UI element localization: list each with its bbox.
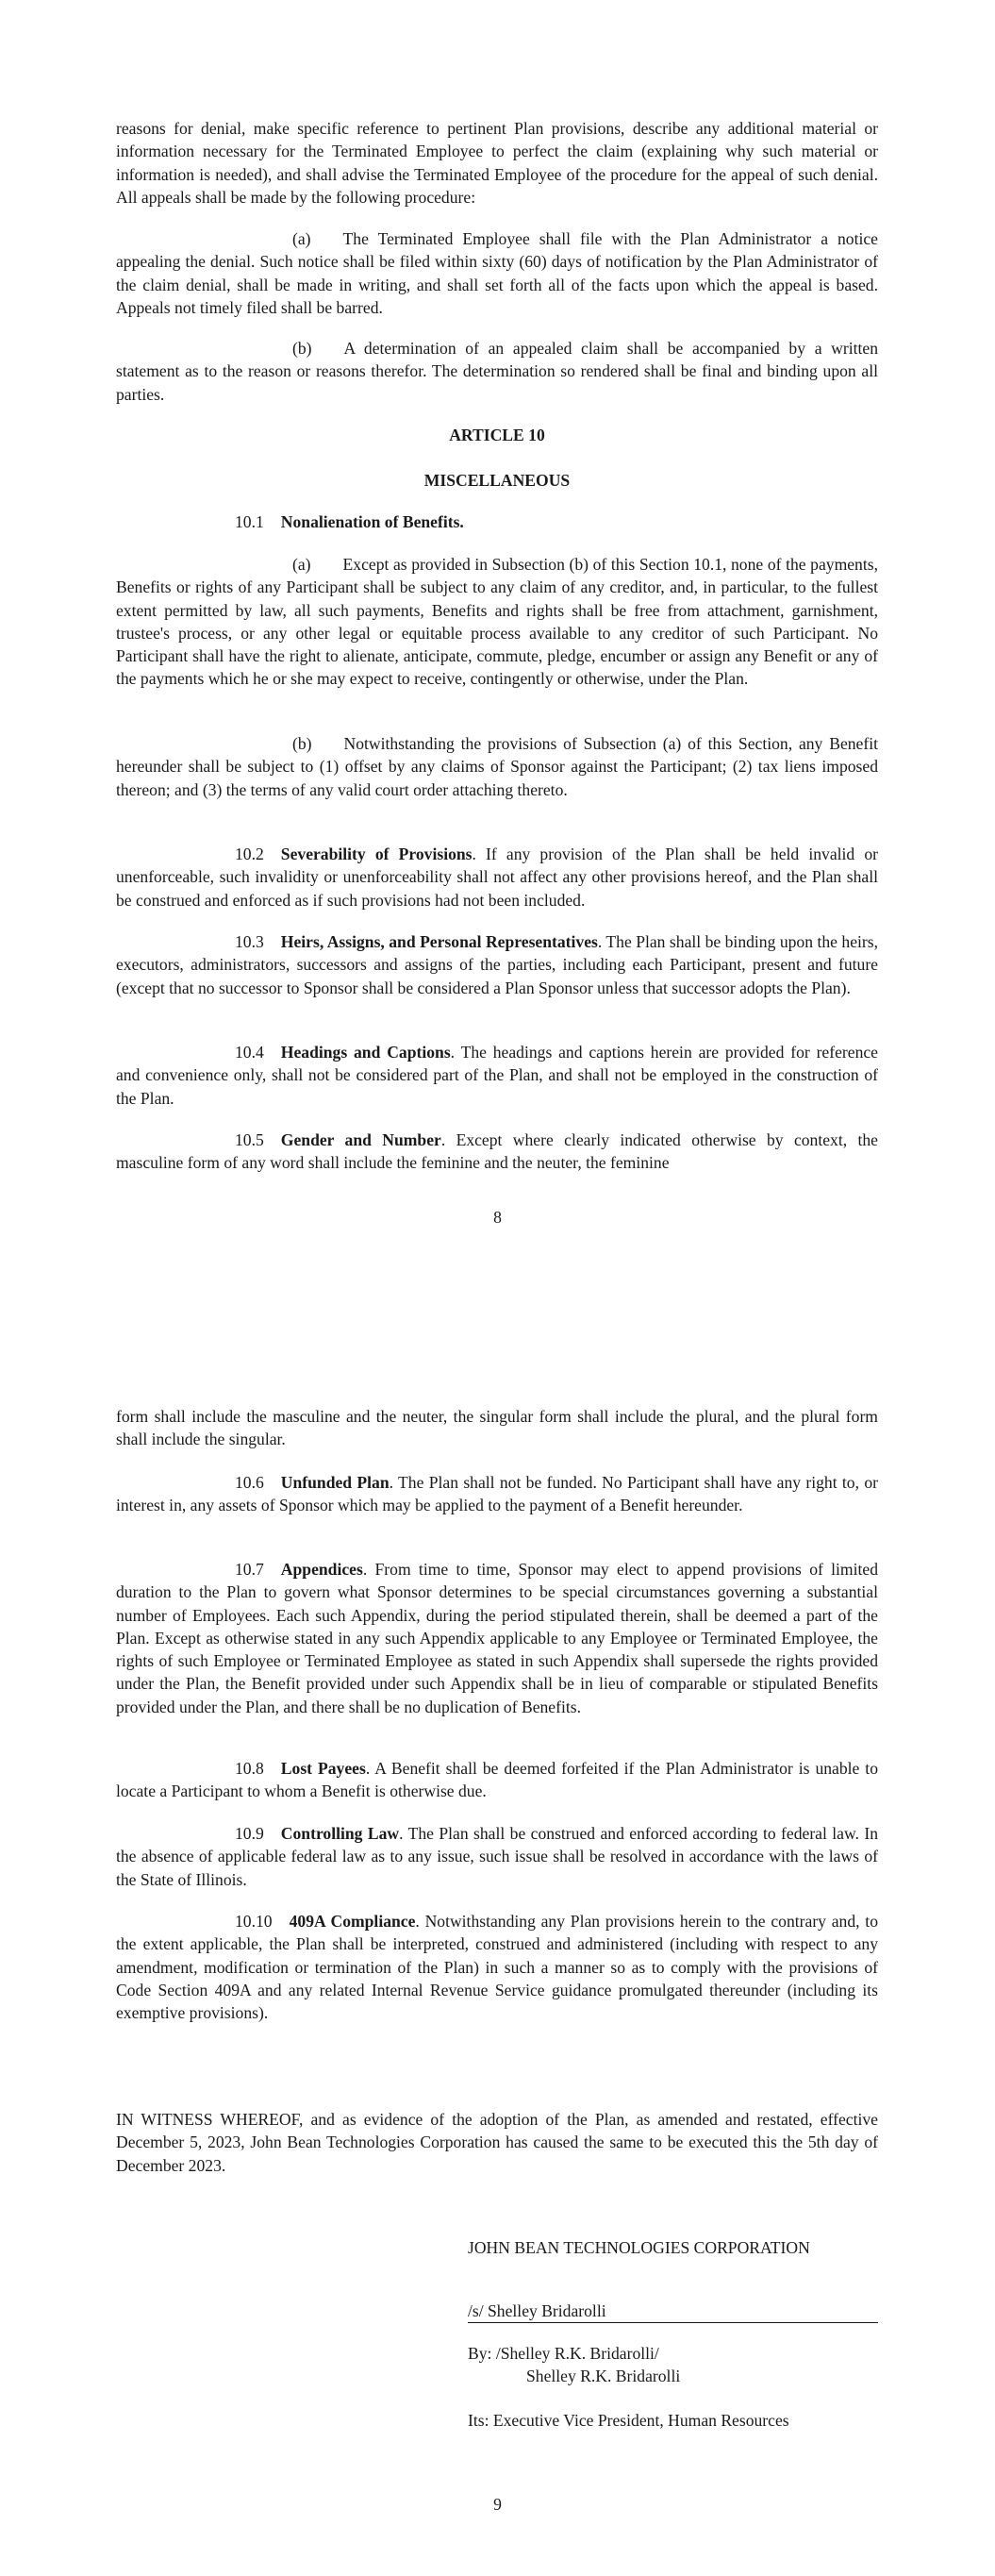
section-heading: Severability of Provisions: [280, 845, 473, 863]
appeal-procedure-b: [116, 337, 878, 406]
paragraph-text: . Except where clearly indicated otherwise by context, the masculine form of any word shall include the feminine and the neuter, the feminine: [116, 1130, 878, 1173]
subsection-label: (a): [292, 229, 311, 248]
paragraph-text: Notwithstanding the provisions of Subsection (a) of this Section, any Benefit hereunder shall be subject to (1) offset by any claims of Sponsor against the Participant; (2) tax liens imposed thereon; and (3) the terms of any valid court order attaching thereto.: [116, 734, 878, 799]
subsection-label: (b): [292, 734, 312, 753]
article-title: ARTICLE 10: [449, 426, 545, 444]
section-heading: Heirs, Assigns, and Personal Representatives: [280, 932, 598, 951]
section-10-6: [116, 1471, 878, 1517]
page-number: 9: [493, 2495, 502, 2514]
paragraph-text: . If any provision of the Plan shall be held invalid or unenforceable, such invalidity or unenforceability shall not affect any other provisions hereof, and the Plan shall be construed and enforced as if such provisions had not been included.: [116, 845, 878, 910]
section-heading: Nonalienation of Benefits.: [280, 512, 464, 531]
section-number: 10.3: [235, 932, 264, 951]
article-subtitle: MISCELLANEOUS: [423, 471, 571, 490]
subsection-label: (a): [292, 555, 311, 574]
section-number: 10.1: [235, 512, 264, 531]
section-heading: Lost Payees: [280, 1759, 366, 1778]
subsection-label: (b): [292, 339, 312, 358]
section-10-5: [116, 1129, 878, 1175]
paragraph-text: A determination of an appealed claim shall be accompanied by a written statement as to the reason or reasons therefor. The determination so rendered shall be final and binding upon all parties.: [116, 339, 878, 404]
section-heading: 409A Compliance: [289, 1912, 416, 1931]
section-number: 10.2: [235, 845, 264, 863]
paragraph-text: . The headings and captions herein are provided for reference and convenience only, shall not be considered part of the Plan, and shall not be employed in the construction of the Plan.: [116, 1043, 878, 1108]
paragraph-text: Except as provided in Subsection (b) of this Section 10.1, none of the payments, Benefits or rights of any Participant shall be subject to any claim of any creditor, and, in particular, to the fullest extent permitted by law, all such payments, Benefits and rights shall be free from attachment, garnishment, trustee's process, or any other legal or equitable process available to any creditor of such Participant. No Participant shall have the right to alienate, anticipate, commute, pledge, encumber or assign any Benefit or any of the payments which he or she may expect to receive, contingently or otherwise, under the Plan.: [116, 555, 878, 689]
witness-clause: [116, 2108, 878, 2177]
section-10-4: [116, 1041, 878, 1110]
page-number: 8: [493, 1208, 502, 1227]
signature-name: Shelley R.K. Bridarolli: [526, 2367, 681, 2385]
signature-line: /s/ Shelley Bridarolli: [468, 2300, 878, 2323]
paragraph-text: . From time to time, Sponsor may elect to append provisions of limited duration to the Plan to govern what Sponsor determines to be special circumstances governing a substantial number of Employees. Each such Appendix, during the period stipulated therein, shall be deemed a part of the Plan. Except as otherwise stated in any such Appendix applicable to any Employee or Terminated Employee, the rights of such Employee or Terminated Employee as stated in such Appendix shall supersede the rights provided under the Plan, the Benefit provided under such Appendix shall be in lieu of comparable or stipulated Benefits provided under the Plan, and there shall be no duplication of Benefits.: [116, 1560, 878, 1716]
section-number: 10.6: [235, 1473, 264, 1492]
section-number: 10.7: [235, 1560, 264, 1579]
paragraph-text: reasons for denial, make specific reference to pertinent Plan provisions, describe any additional material or information necessary for the Terminated Employee to perfect the claim (explaining why such material or information is needed), and shall advise the Terminated Employee of the procedure for the appeal of such denial. All appeals shall be made by the following procedure:: [116, 119, 878, 207]
section-10-1-b: [116, 732, 878, 801]
section-10-1-a: [116, 553, 878, 691]
paragraph-text: . The Plan shall not be funded. No Participant shall have any right to, or interest in, any assets of Sponsor which may be applied to the payment of a Benefit hereunder.: [116, 1473, 878, 1515]
section-10-5-continuation: [116, 1405, 878, 1451]
section-heading: Appendices: [280, 1560, 363, 1579]
section-heading: Headings and Captions: [280, 1043, 451, 1062]
section-heading: Unfunded Plan: [280, 1473, 390, 1492]
section-10-3: [116, 930, 878, 999]
section-heading: Controlling Law: [280, 1824, 400, 1843]
signature-company: JOHN BEAN TECHNOLOGIES CORPORATION: [468, 2238, 810, 2257]
section-10-10: [116, 1910, 878, 2024]
section-number: 10.4: [235, 1043, 264, 1062]
section-10-7: [116, 1558, 878, 1718]
paragraph-text: form shall include the masculine and the neuter, the singular form shall include the plural, and the plural form shall include the singular.: [116, 1407, 878, 1449]
signature-block: [468, 2300, 883, 2323]
claim-denial-paragraph: [116, 117, 878, 209]
paragraph-text: . A Benefit shall be deemed forfeited if the Plan Administrator is unable to locate a Participant to whom a Benefit is otherwise due.: [116, 1759, 878, 1801]
paragraph-text: The Terminated Employee shall file with the Plan Administrator a notice appealing the denial. Such notice shall be filed within sixty (60) days of notification by the Plan Administrator of the claim denial, shall be made in writing, and shall set forth all of the facts upon which the appeal is based. Appeals not timely filed shall be barred.: [116, 229, 878, 317]
section-10-1-heading: [116, 510, 878, 533]
section-number: 10.9: [235, 1824, 264, 1843]
section-number: 10.5: [235, 1130, 264, 1149]
section-10-2: [116, 843, 878, 912]
section-10-8: [116, 1757, 878, 1803]
paragraph-text: IN WITNESS WHEREOF, and as evidence of the adoption of the Plan, as amended and restated, effective December 5, 2023, John Bean Technologies Corporation has caused the same to be executed this the 5th day of December 2023.: [116, 2110, 878, 2175]
appeal-procedure-a: [116, 227, 878, 319]
signature-title: Its: Executive Vice President, Human Resources: [468, 2411, 789, 2430]
section-10-9: [116, 1822, 878, 1891]
section-heading: Gender and Number: [280, 1130, 441, 1149]
section-number: 10.8: [235, 1759, 264, 1778]
paragraph-text: . The Plan shall be binding upon the heirs, executors, administrators, successors and assigns of the parties, including each Participant, present and future (except that no successor to Sponsor shall be considered a Plan Sponsor unless that successor adopts the Plan).: [116, 932, 878, 997]
section-number: 10.10: [235, 1912, 273, 1931]
paragraph-text: . Notwithstanding any Plan provisions herein to the contrary and, to the extent applicable, the Plan shall be interpreted, construed and administered (including with respect to any amendment, modification or termination of the Plan) in such a manner so as to comply with the provisions of Code Section 409A and any related Internal Revenue Service guidance promulgated thereunder (including its exemptive provisions).: [116, 1912, 878, 2023]
paragraph-text: . The Plan shall be construed and enforced according to federal law. In the absence of applicable federal law as to any issue, such issue shall be resolved in accordance with the laws of the State of Illinois.: [116, 1824, 878, 1889]
signature-by: By: /Shelley R.K. Bridarolli/: [468, 2344, 659, 2363]
